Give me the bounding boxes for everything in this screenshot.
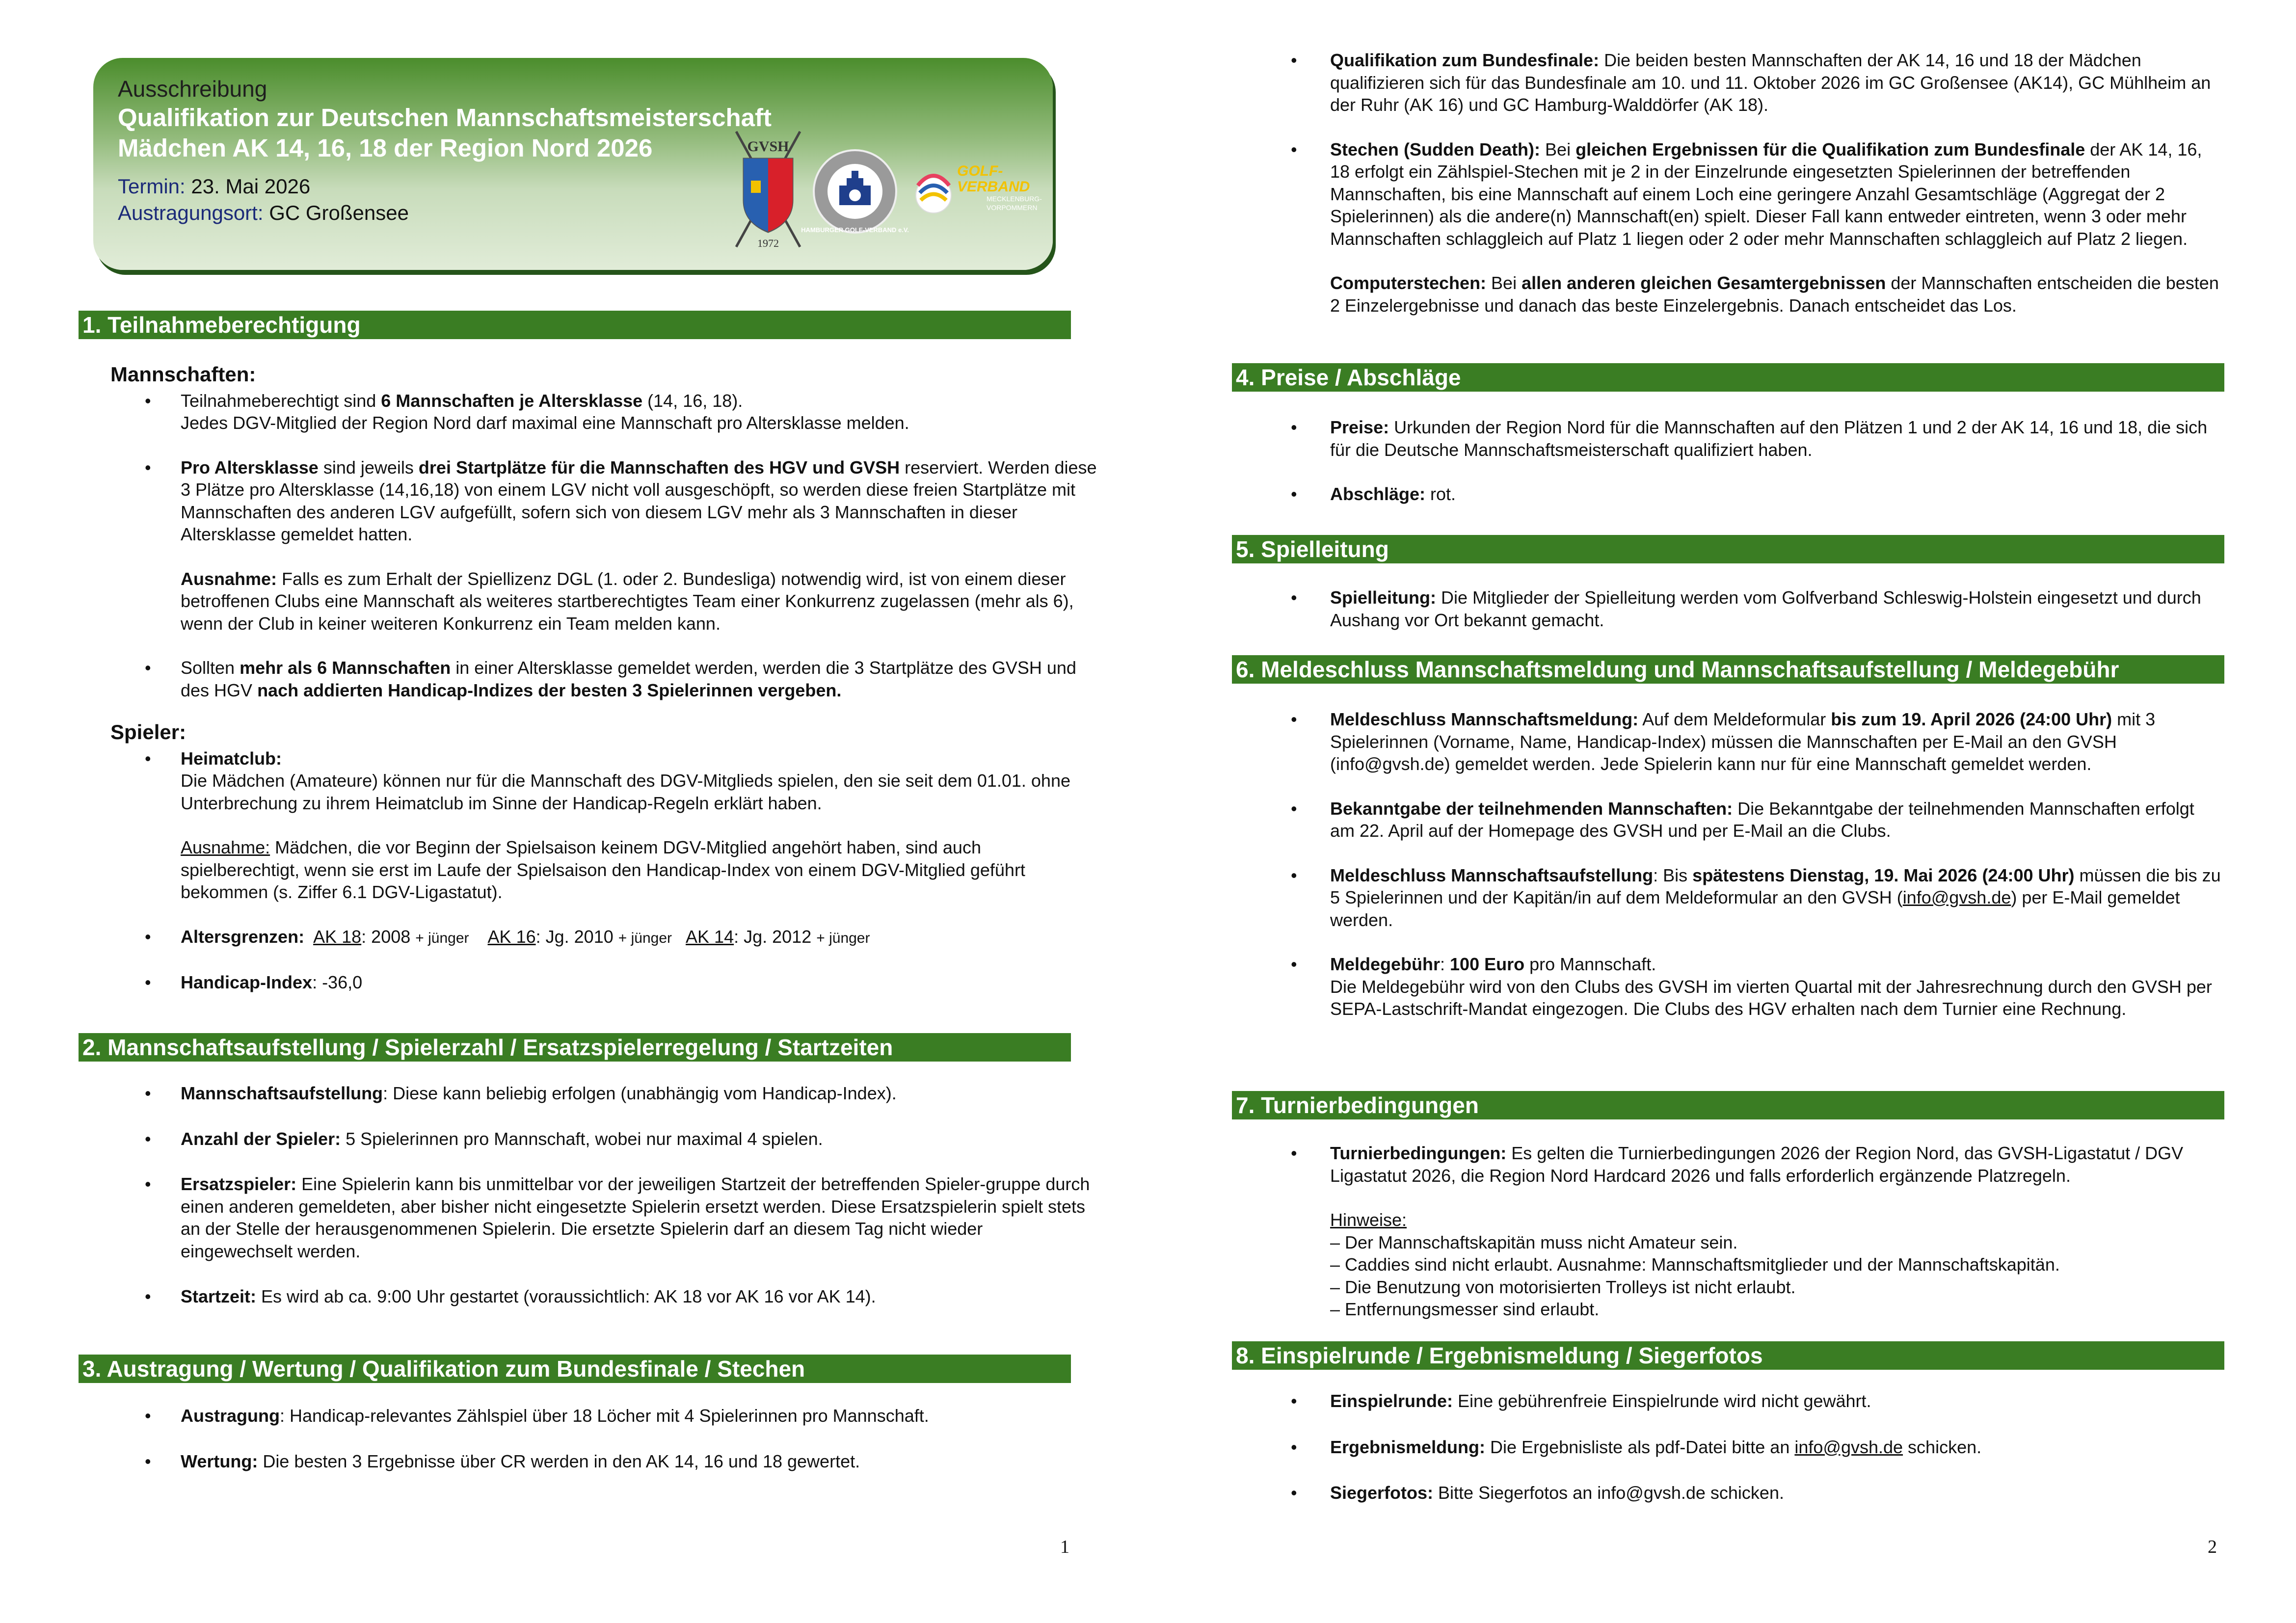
list-item: • Ergebnismeldung: Die Ergebnisliste als pdf-Datei bitte an info@gvsh.de schicken. (1291, 1436, 2223, 1459)
section-4-heading: 4. Preise / Abschläge (1232, 363, 2224, 392)
section-1-heading: 1. Teilnahmeberechtigung (79, 311, 1071, 339)
list-item: • Turnierbedingungen: Es gelten die Turnierbedingungen 2026 der Region Nord, das GVSH-Ligastatut / DGV Ligastatut 2026, die Region Nord Hardcard 2026 und falls erforderlich ergänzende Platzregeln. Hinweise: – Der Mannschaftskapitän muss nicht Amateur sein. – Caddies sind nicht erlaubt. Ausnahme: Mannschaftsmitglieder und der Mannschaftskapitän. – Die Benutzung von motorisierten Trolleys ist nicht erlaubt. – Entfernungsmesser sind erlaubt. (1291, 1143, 2184, 1319)
section-6-body (1291, 708, 2223, 1042)
date-label: Termin: (118, 175, 186, 198)
bullet: • (1291, 139, 1297, 160)
list-item: • Bekanntgabe der teilnehmenden Mannschaften: Die Bekanntgabe der teilnehmenden Mannschaften erfolgt am 22. April auf der Homepage des GVSH und per E-Mail an die Clubs. (1291, 798, 2194, 841)
list-item: • Einspielrunde: Eine gebührenfreie Einspielrunde wird nicht gewährt. (1291, 1390, 2223, 1412)
gvmv-line2: VERBAND (957, 179, 1030, 195)
bullet: • (145, 926, 151, 947)
header-title-line2: Mädchen AK 14, 16, 18 der Region Nord 2026 (118, 134, 653, 162)
list-item: • Spielleitung: Die Mitglieder der Spielleitung werden vom Golfverband Schleswig-Holstein eingesetzt und durch Aushang vor Ort bekannt gemacht. (1291, 587, 2201, 630)
gvsh-logo (726, 127, 810, 254)
list-item: • Meldeschluss Mannschaftsaufstellung: Bis spätestens Dienstag, 19. Mai 2026 (24:00 Uhr) müssen die bis zu 5 Spielerinnen und der Kapitän/in auf dem Meldeformular an den GVSH (info@gvsh.de) per E-Mail gemeldet werden. (1291, 865, 2221, 930)
gvmv-sub1: MECKLENBURG- (987, 195, 1042, 203)
gvsh-logo-year: 1972 (757, 237, 779, 249)
list-item: • Meldegebühr: 100 Euro pro Mannschaft. Die Meldegebühr wird von den Clubs des GVSH im vierten Quartal mit der Jahresrechnung durch den GVSH per SEPA-Lastschrift-Mandat eingezogen. Die Clubs des HGV erhalten nach dem Turnier eine Rechnung. (1291, 954, 2212, 1019)
gvmv-sub2: VORPOMMERN (987, 204, 1038, 212)
section-2-body (110, 1082, 1097, 1330)
page-number-left: 1 (1060, 1537, 1069, 1557)
bullet: • (145, 658, 151, 678)
bullet: • (1291, 1143, 1297, 1163)
list-item: • Teilnahmeberechtigt sind 6 Mannschaften je Altersklasse (14, 16, 18). Jedes DGV-Mitglied der Region Nord darf maximal eine Mannschaft pro Altersklasse melden. (145, 390, 909, 433)
bullet: • (145, 748, 151, 769)
header-box (93, 58, 1053, 270)
list-item: • Wertung: Die besten 3 Ergebnisse über CR werden in den AK 14, 16 und 18 gewertet. (110, 1450, 1097, 1473)
teams-subhead: Mannschaften: (110, 363, 256, 386)
bullet: • (1291, 1437, 1297, 1457)
section-5-heading: 5. Spielleitung (1232, 535, 2224, 563)
bullet: • (1291, 709, 1297, 729)
header-label: Ausschreibung (118, 76, 267, 102)
list-item: • Meldeschluss Mannschaftsmeldung: Auf dem Meldeformular bis zum 19. April 2026 (24:00 Uhr) mit 3 Spielerinnen (Vorname, Name, Handicap-Index) müssen die Mannschaften per E-Mail an den GVSH (info@gvsh.de) gemeldet werden. Jede Spielerin kann nur für eine Mannschaft gemeldet werden. (1291, 709, 2156, 774)
list-item: • Siegerfotos: Bitte Siegerfotos an info@gvsh.de schicken. (1291, 1482, 2223, 1504)
logo-group (726, 127, 1041, 254)
bullet: • (1291, 1391, 1297, 1411)
list-item: • Sollten mehr als 6 Mannschaften in einer Altersklasse gemeldet werden, werden die 3 Startplätze des GVSH und des HGV nach addierten Handicap-Indizes der besten 3 Spielerinnen vergeben. (145, 658, 1076, 700)
bullet: • (145, 1406, 151, 1426)
header-date (118, 173, 772, 200)
bullet: • (1291, 417, 1297, 437)
bullet: • (1291, 798, 1297, 819)
bullet: • (1291, 865, 1297, 885)
bullet: • (145, 1451, 151, 1471)
list-item: • Startzeit: Es wird ab ca. 9:00 Uhr gestartet (voraussichtlich: AK 18 vor AK 16 vor AK 14). (110, 1285, 1097, 1308)
venue-value: GC Großensee (269, 201, 409, 224)
list-item: • Altersgrenzen: AK 18: 2008 + jünger AK 16: Jg. 2010 + jünger AK 14: Jg. 2012 + jünger (110, 926, 1097, 950)
header-title-line1: Qualifikation zur Deutschen Mannschaftsmeisterschaft (118, 104, 772, 132)
bullet: • (145, 1174, 151, 1194)
bullet: • (145, 390, 151, 411)
section-3-continued (1291, 49, 2223, 339)
list-item: • Austragung: Handicap-relevantes Zählspiel über 18 Löcher mit 4 Spielerinnen pro Mannschaft. (110, 1405, 1097, 1427)
list-item: • Anzahl der Spieler: 5 Spielerinnen pro Mannschaft, wobei nur maximal 4 spielen. (110, 1128, 1097, 1150)
header-venue (118, 200, 772, 226)
hgv-logo (801, 149, 909, 235)
bullet: • (1291, 954, 1297, 974)
venue-label: Austragungsort: (118, 201, 264, 224)
section-3-body (110, 1405, 1097, 1494)
section-4-body (1291, 416, 2223, 528)
header-text (118, 75, 772, 226)
bullet: • (145, 972, 151, 992)
page-number-right: 2 (2208, 1537, 2217, 1557)
players-subhead: Spieler: (110, 720, 187, 744)
date-value: 23. Mai 2026 (191, 175, 311, 198)
gvsh-logo-text: GVSH (747, 138, 789, 155)
list-item: • Preise: Urkunden der Region Nord für die Mannschaften auf den Plätzen 1 und 2 der AK 14, 16 und 18, die sich für die Deutsche Mannschaftsmeisterschaft qualifiziert haben. (1291, 417, 2208, 460)
list-item: • Heimatclub: Die Mädchen (Amateure) können nur für die Mannschaft des DGV-Mitglieds spielen, den sie seit dem 01.01. ohne Unterbrechung zu ihrem Heimatclub im Sinne der Handicap-Regeln erklärt haben. Ausnahme: Mädchen, die vor Beginn der Spielsaison keinem DGV-Mitglied angehört haben, sind auch spielberechtigt, wenn sie erst im Laufe der Spielsaison den Handicap-Index von einem DGV-Mitglied geführt bekommen (s. Ziffer 6.1 DGV-Ligastatut). (145, 748, 1070, 902)
bullet: • (1291, 50, 1297, 70)
gvmv-logo (913, 156, 1045, 230)
section-3-heading: 3. Austragung / Wertung / Qualifikation zum Bundesfinale / Stechen (79, 1355, 1071, 1383)
bullet: • (145, 1083, 151, 1103)
section-5-body (1291, 586, 2223, 653)
section-7-body (1291, 1142, 2223, 1343)
email-link[interactable]: info@gvsh.de (1794, 1437, 1903, 1457)
section-8-body (1291, 1390, 2223, 1526)
bullet: • (145, 1128, 151, 1149)
list-item: • Ersatzspieler: Eine Spielerin kann bis unmittelbar vor der jeweiligen Startzeit der betreffenden Spieler-gruppe durch einen anderen gemeldeten, aber bisher nicht eingesetzte Spielerin ersetzt werden. Diese Ersatzspielerin spielt stets an der Stelle der herausgenommenen Spielerin. Die ersetzte Spielerin darf an diesem Tag nicht wieder eingewechselt werden. (145, 1174, 1090, 1261)
email-link[interactable]: info@gvsh.de (1902, 887, 2011, 907)
bullet: • (1291, 1483, 1297, 1503)
list-item: • Pro Altersklasse sind jeweils drei Startplätze für die Mannschaften des HGV und GVSH reserviert. Werden diese 3 Plätze pro Altersklasse (14,16,18) von einem LGV nicht voll ausgeschöpft, so werden diese freien Startplätze mit Mannschaften des anderen LGV aufgefüllt, sofern sich von diesem LGV mehr als 3 Mannschaften in dieser Altersklasse gemeldet hatten. Ausnahme: Falls es zum Erhalt der Spiellizenz DGL (1. oder 2. Bundesliga) notwendig wird, ist von einem dieser betroffenen Clubs eine Mannschaft als weiteres startberechtigtes Team einer Konkurrenz zugelassen (mehr als 6), wenn der Club in keiner weiteren Konkurrenz ein Team melden kann. (145, 457, 1097, 634)
section-7-heading: 7. Turnierbedingungen (1232, 1091, 2224, 1119)
section-8-heading: 8. Einspielrunde / Ergebnismeldung / Siegerfotos (1232, 1341, 2224, 1370)
section-2-heading: 2. Mannschaftsaufstellung / Spielerzahl / Ersatzspielerregelung / Startzeiten (79, 1033, 1071, 1062)
bullet: • (145, 457, 151, 478)
bullet: • (1291, 484, 1297, 504)
section-1-body (110, 363, 1097, 1016)
list-item: • Qualifikation zum Bundesfinale: Die beiden besten Mannschaften der AK 14, 16 und 18 der Mädchen qualifizieren sich für das Bundesfinale am 10. und 11. Oktober 2026 im GC Großensee (AK14), GC Mühlheim an der Ruhr (AK 16) und GC Hamburg-Walddörfer (AK 18). (1291, 50, 2211, 115)
bullet: • (1291, 587, 1297, 608)
list-item: • Abschläge: rot. (1291, 483, 2223, 506)
hgv-logo-text: HAMBURGER GOLF-VERBAND e.V. (801, 226, 909, 234)
list-item: • Mannschaftsaufstellung: Diese kann beliebig erfolgen (unabhängig vom Handicap-Index). (110, 1082, 1097, 1105)
list-item: • Stechen (Sudden Death): Bei gleichen Ergebnissen für die Qualifikation zum Bundesfinale der AK 14, 16, 18 erfolgt ein Zählspiel-Stechen mit je 2 in der Einzelrunde eingesetzten Spielerinnen der betreffenden Mannschaften, bis eine Mannschaft auf einem Loch eine geringere Anzahl Gesamtschläge (Aggregat der 2 Spielerinnen) als die andere(n) Mannschaft(en) spielt. Dieser Fall kann entweder eintreten, wenn 3 oder mehr Mannschaften schlaggleich auf Platz 1 liegen oder 2 oder mehr Mannschaften schlaggleich auf Platz 2 liegen. Computerstechen: Bei allen anderen gleichen Gesamtergebnissen der Mannschaften entscheiden die besten 2 Einzelergebnisse und danach das beste Einzelergebnis. Danach entscheidet das Los. (1291, 139, 2219, 316)
gvmv-line1: GOLF- (957, 163, 1003, 179)
list-item: • Handicap-Index: -36,0 (110, 971, 1097, 994)
bullet: • (145, 1286, 151, 1306)
section-6-heading: 6. Meldeschluss Mannschaftsmeldung und Mannschaftsaufstellung / Meldegebühr (1232, 655, 2224, 684)
